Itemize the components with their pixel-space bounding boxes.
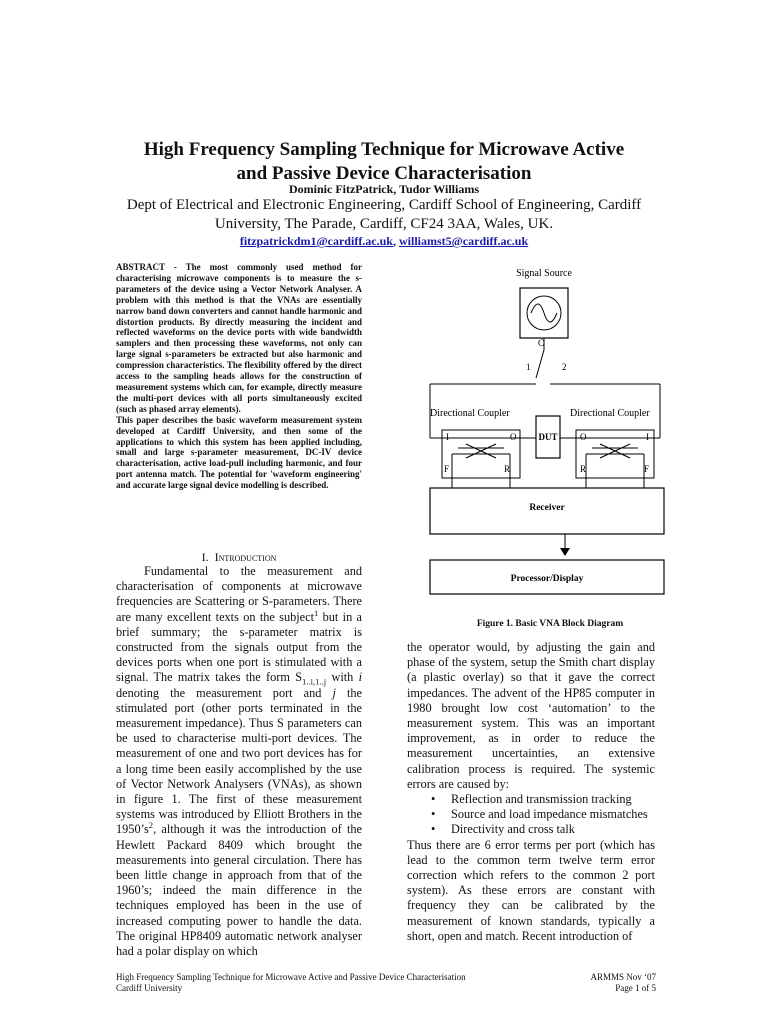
svg-text:O: O bbox=[510, 432, 517, 442]
label-switch-1: 1 bbox=[526, 362, 531, 372]
footer-title: High Frequency Sampling Technique for Microwave Active and Passive Device Characterisation bbox=[116, 972, 466, 982]
introduction-text bbox=[116, 564, 362, 959]
label-coupler-left: Directional Coupler bbox=[430, 408, 510, 419]
abstract-paragraph-1: ABSTRACT - The most commonly used method for characterising microwave components is to measure the s-parameters of the device using a Vector Network Analyser. A problem with this method is that the VNAs are essentially narrow band down converters and cannot handle harmonic and distortion products. By directly measuring the incident and reflected waveforms on the device ports with wide bandwidth samplers and then processing these waveforms, not only can large signal s-parameters be extracted but also harmonic and compression characteristics. The flexibility offered by the direct access to the sampling heads allows for the construction of measurement systems which can, for example, directly measure the multi-port devices with all ports simultaneously excited (such as phased array elements). bbox=[116, 262, 362, 414]
section-title: Introduction bbox=[214, 550, 277, 564]
error-list bbox=[407, 792, 655, 838]
paper-title bbox=[60, 138, 708, 186]
page-footer bbox=[116, 972, 656, 994]
section-heading bbox=[116, 550, 362, 565]
label-dut: DUT bbox=[538, 432, 558, 442]
svg-text:F: F bbox=[444, 464, 450, 474]
affiliation bbox=[100, 196, 668, 234]
col2-paragraph-2: Thus there are 6 error terms per port (which has lead to the common term twelve term error correction which refers to the common 2 port system). As these errors are constant with frequency they can be calibrated by the measurement of known standards, typically a short, open and match. Recent introduction of bbox=[407, 837, 655, 943]
title-line-2: and Passive Device Characterisation bbox=[236, 163, 532, 184]
arrow-head bbox=[560, 548, 570, 556]
title-line-1: High Frequency Sampling Technique for Microwave Active bbox=[143, 139, 625, 160]
col2-paragraph-1: the operator would, by adjusting the gain and phase of the system, setup the Smith chart display (a plastic overlay) so that it gave the correct impedances. The advent of the HP85 computer in 1980 brought low cost ‘automation’ to the measurement system. This was an important improvement, as in order to reduce the measurement uncertainties, an extensive calibration process is required. The systemic errors are caused by: bbox=[407, 640, 655, 791]
list-item: • Reflection and transmission tracking bbox=[451, 792, 655, 807]
label-coupler-right: Directional Coupler bbox=[570, 408, 650, 419]
label-processor: Processor/Display bbox=[510, 574, 584, 584]
emails bbox=[100, 234, 668, 249]
section-number: I. bbox=[201, 550, 209, 564]
email-link-2[interactable]: williamst5@cardiff.ac.uk bbox=[398, 234, 529, 248]
svg-text:R: R bbox=[580, 464, 587, 474]
svg-text:R: R bbox=[504, 464, 511, 474]
footer-institution: Cardiff University bbox=[116, 983, 183, 993]
figure-caption: Figure 1. Basic VNA Block Diagram bbox=[476, 619, 624, 629]
label-signal-source: Signal Source bbox=[516, 268, 572, 279]
svg-text:O: O bbox=[580, 432, 587, 442]
authors: Dominic FitzPatrick, Tudor Williams bbox=[288, 182, 479, 196]
abstract-paragraph-2: This paper describes the basic waveform measurement system developed at Cardiff University, and then some of the applications to which this system has been applied including, small and large s-parameter measurement, DC-IV device characterisation, active load-pull including harmonic, and four port antenna match. The potential for 'waveform engineering' and accurate large signal device modelling is described. bbox=[116, 414, 362, 491]
label-receiver: Receiver bbox=[529, 503, 565, 513]
svg-text:I: I bbox=[646, 432, 649, 442]
column-2-text bbox=[407, 640, 655, 944]
switch-arm bbox=[536, 350, 544, 378]
svg-text:I: I bbox=[446, 432, 449, 442]
affiliation-line-2: University, The Parade, Cardiff, CF24 3AA, Wales, UK. bbox=[214, 216, 554, 232]
sine-wave bbox=[531, 304, 557, 322]
label-switch-c: C bbox=[538, 338, 545, 348]
vna-block-diagram bbox=[400, 258, 700, 618]
intro-paragraph: Fundamental to the measurement and characterisation of components at microwave frequencies are Scattering or S-parameters. There are many excellent texts on the subject$^1$ but in a brief summary; the s-parameter matrix is constructed from the signals output from the devices ports when one port is stimulated with a signal. The matrix takes the form $S_{1..i,1..j}$ with i denoting the measurement port and j the stimulated port (other ports terminated in the measurement impedance). Thus S parameters can be used to characterise multi-port devices. The measurement of one and two port devices has for a long time been easily accomplished by the use of Vector Network Analysers (VNAs), as shown in figure 1. The first of these measurement systems was introduced by Elliott Brothers in the $1950’s^2$, although it was the introduction of the Hewlett Packard 8409 which brought the measurements into general circulation. There has been little change in approach from that of the 1960’s; indeed the main difference in the techniques employed has been in the use of increased computing power to handle the data. The original HP8409 automatic network analyser had a polar display on which bbox=[116, 564, 363, 959]
footer-page-number: Page 1 of 5 bbox=[615, 983, 656, 993]
label-switch-2: 2 bbox=[562, 362, 567, 372]
svg-text:F: F bbox=[644, 464, 650, 474]
footer-right bbox=[590, 972, 656, 994]
list-item: • Directivity and cross talk bbox=[451, 822, 655, 837]
affiliation-line-1: Dept of Electrical and Electronic Engineering, Cardiff School of Engineering, Cardiff bbox=[126, 197, 642, 213]
list-item: • Source and load impedance mismatches bbox=[451, 807, 655, 822]
email-separator: , bbox=[392, 234, 396, 248]
abstract bbox=[116, 262, 362, 491]
footer-conference: ARMMS Nov ‘07 bbox=[590, 972, 656, 982]
email-link-1[interactable]: fitzpatrickdm1@cardiff.ac.uk bbox=[239, 234, 393, 248]
